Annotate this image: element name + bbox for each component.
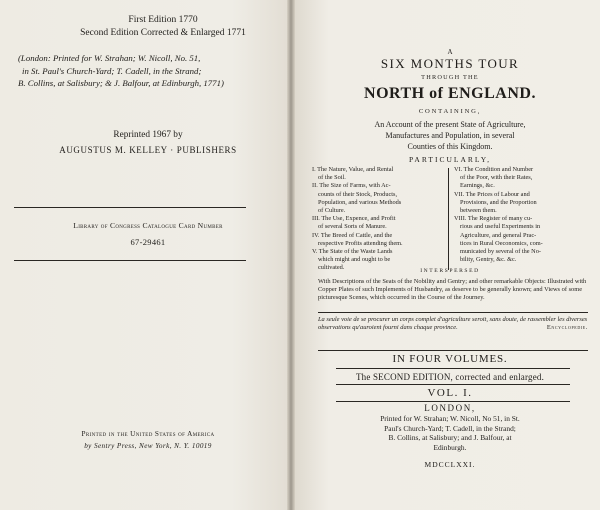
london-line: LONDON, bbox=[424, 403, 476, 413]
title-article: A bbox=[447, 48, 453, 56]
contents-item: Agriculture, and general Prac- bbox=[460, 231, 537, 239]
reprinted-line: Reprinted 1967 by bbox=[113, 130, 183, 140]
printed-for-line: Edinburgh. bbox=[433, 442, 467, 452]
rule-above-edition bbox=[336, 368, 570, 369]
contents-item: Provisions, and the Proportion bbox=[460, 198, 537, 206]
particularly-label: PARTICULARLY, bbox=[408, 155, 492, 164]
second-edition-line: Second Edition Corrected & Enlarged 1771 bbox=[80, 28, 246, 38]
contents-columns bbox=[312, 166, 588, 274]
loc-catalogue-info bbox=[18, 218, 278, 250]
account-line: Counties of this Kingdom. bbox=[407, 142, 493, 151]
rule-above-quote bbox=[318, 312, 588, 313]
contents-item: of the Poor, with their Rates, bbox=[460, 174, 533, 182]
contents-left-column bbox=[312, 166, 442, 273]
imprint-line: B. Collins, at Salisbury; & J. Balfour, at Edinburgh, 1771) bbox=[18, 78, 224, 88]
top-divider-rule bbox=[14, 207, 246, 208]
account-line: An Account of the present State of Agriculture, bbox=[374, 120, 526, 129]
imprint-line: (London: Printed for W. Strahan; W. Nicoll, No. 51, bbox=[18, 53, 201, 63]
interspersed-label: INTERSPERSED bbox=[420, 268, 480, 274]
publisher-name: AUGUSTUS M. KELLEY · PUBLISHERS bbox=[59, 145, 237, 155]
french-quote-text: La seule voie de se procurer un corps complet d'agriculture seroit, sans doute, de rassembler les diverses observations qu'auroient fourni dans chaque province. bbox=[318, 316, 588, 332]
rule-above-volumes bbox=[318, 350, 588, 351]
contents-item: VI. The Condition and Number bbox=[454, 166, 534, 173]
printed-for-block bbox=[300, 414, 600, 452]
volumes-line: IN FOUR VOLUMES. bbox=[392, 353, 508, 365]
contents-item: respective Profits attending them. bbox=[318, 239, 403, 247]
printed-for-line: B. Collins, at Salisbury; and J. Balfour, at bbox=[388, 433, 512, 442]
loc-number: 67-29461 bbox=[130, 237, 166, 247]
printed-for-line: Paul's Church-Yard; T. Cadell, in the Strand; bbox=[384, 423, 516, 433]
contents-item: between them. bbox=[460, 207, 497, 215]
contents-item: VIII. The Register of many cu- bbox=[454, 215, 533, 223]
title-line-1: SIX MONTHS TOUR bbox=[380, 56, 520, 71]
title-through: THROUGH THE bbox=[421, 74, 479, 81]
contents-item: I. The Nature, Value, and Rental bbox=[312, 166, 394, 173]
contents-item: IV. The Breed of Cattle, and the bbox=[312, 231, 393, 239]
bottom-divider-rule bbox=[14, 260, 246, 261]
containing-label: CONTAINING, bbox=[418, 108, 482, 115]
contents-item: Earnings, &c. bbox=[460, 182, 495, 190]
french-quote bbox=[318, 316, 588, 332]
contents-item: V. The State of the Waste Lands bbox=[312, 248, 393, 256]
contents-item: counts of their Stock, Products, bbox=[318, 190, 398, 198]
rule-below-vol bbox=[336, 401, 570, 402]
original-imprint bbox=[18, 52, 278, 90]
contents-item: which might and ought to be bbox=[318, 256, 391, 264]
printed-in-line: Printed in the United States of America bbox=[81, 430, 215, 438]
contents-item: II. The Size of Farms, with Ac- bbox=[312, 182, 391, 190]
contents-item: Population, and various Methods bbox=[318, 198, 402, 206]
volume-number: VOL. I. bbox=[427, 387, 473, 399]
printed-for-line: Printed for W. Strahan; W. Nicoll, No 51, in St. bbox=[380, 414, 520, 423]
contents-item: III. The Use, Expence, and Profit bbox=[312, 215, 396, 223]
account-text bbox=[300, 119, 600, 152]
title-line-2: NORTH of ENGLAND. bbox=[364, 85, 536, 102]
imprint-line: in St. Paul's Church-Yard; T. Cadell, in the Strand; bbox=[22, 65, 202, 76]
contents-item: cultivated. bbox=[318, 264, 345, 272]
contents-item: VII. The Prices of Labour and bbox=[454, 190, 530, 198]
reprint-info bbox=[18, 128, 278, 158]
book-gutter bbox=[287, 0, 295, 510]
printing-info bbox=[18, 428, 278, 452]
french-quote-source: Encyclopedie. bbox=[546, 324, 588, 332]
contents-item: rious and useful Experiments in bbox=[460, 223, 541, 231]
interspersed-text: With Descriptions of the Seats of the Nobility and Gentry; and other remarkable Objects: Illustrated with Copper Plates of such Implements of Husbandry, as deserve to be generally known; and Views of some picturesque Scenes, which occurred in the Course of the Journey. bbox=[318, 278, 587, 302]
contents-right-column bbox=[454, 166, 588, 264]
first-edition-line: First Edition 1770 bbox=[128, 15, 198, 25]
printer-line: by Sentry Press, New York, N. Y. 10019 bbox=[84, 442, 212, 450]
contents-item: municated by several of the No- bbox=[460, 248, 541, 256]
contents-item: of Culture. bbox=[318, 207, 346, 215]
edition-info bbox=[18, 14, 278, 40]
contents-item: tices in Rural Oeconomics, com- bbox=[460, 239, 543, 247]
rule-above-vol bbox=[336, 384, 570, 385]
loc-label: Library of Congress Catalogue Card Number bbox=[73, 221, 223, 230]
column-divider bbox=[448, 168, 449, 270]
account-line: Manufactures and Population, in several bbox=[385, 131, 515, 140]
contents-item: bility, Gentry, &c. &c. bbox=[460, 256, 517, 264]
publication-year: MDCCLXXI. bbox=[424, 460, 476, 469]
contents-item: of the Soil. bbox=[318, 174, 346, 182]
contents-item: of several Sorts of Manure. bbox=[318, 223, 387, 231]
second-edition-line: The SECOND EDITION, corrected and enlarged. bbox=[355, 372, 545, 382]
